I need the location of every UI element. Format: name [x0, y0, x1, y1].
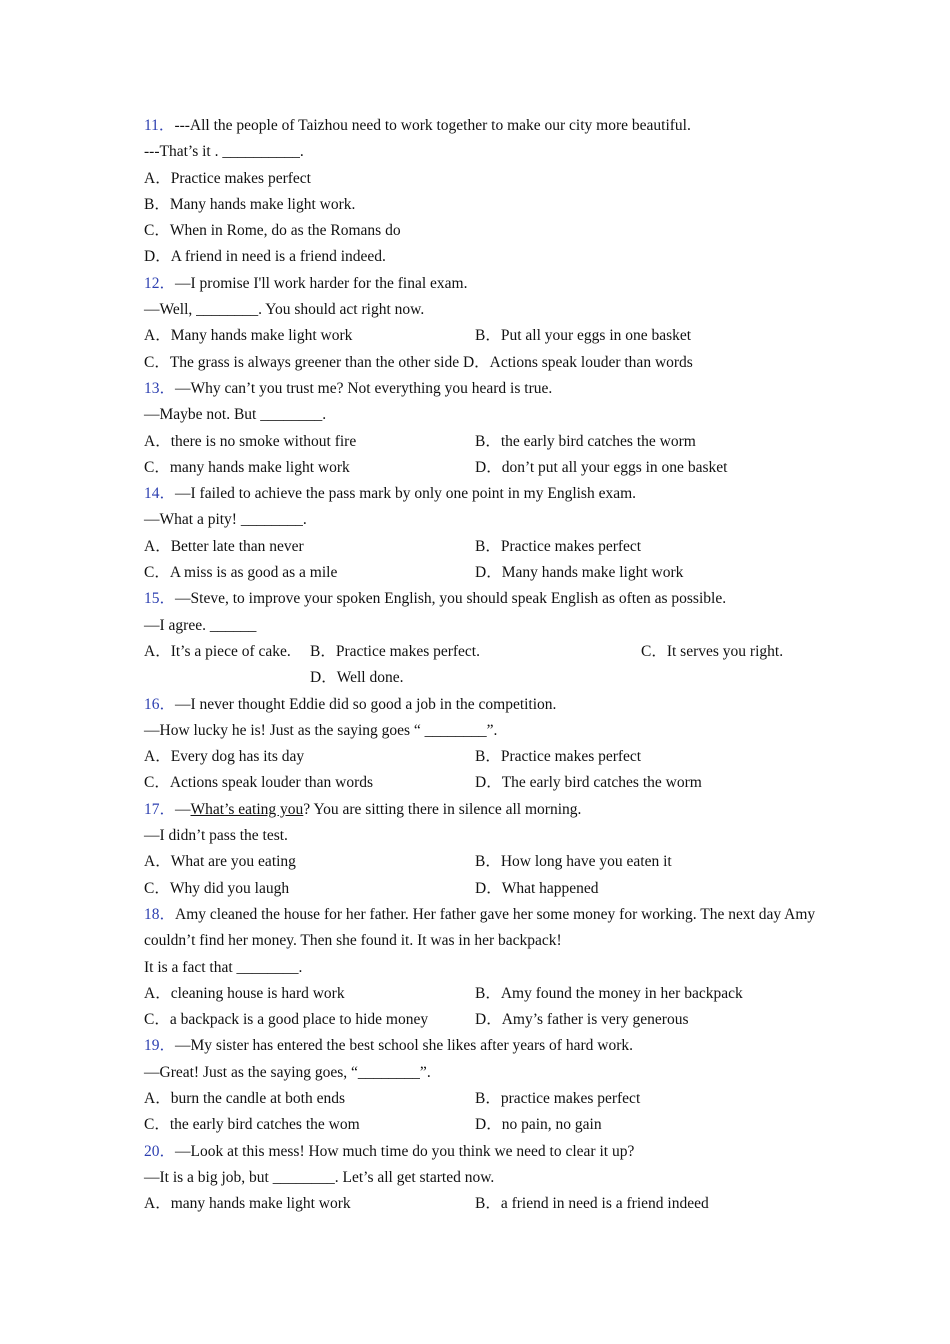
question-reply: —Maybe not. But ________.	[144, 406, 327, 424]
option-b[interactable]: B．Amy found the money in her backpack	[475, 984, 743, 1002]
question-reply: —Great! Just as the saying goes, “________”.	[144, 1063, 431, 1081]
option-a[interactable]: A．many hands make light work	[144, 1195, 351, 1213]
option-d[interactable]: D．A friend in need is a friend indeed.	[144, 248, 386, 266]
option-a[interactable]: A．Many hands make light work	[144, 327, 353, 345]
question-stem: —My sister has entered the best school she likes after years of hard work.	[175, 1037, 633, 1055]
option-a[interactable]: A．cleaning house is hard work	[144, 984, 345, 1002]
option-a[interactable]: A．It’s a piece of cake.	[144, 642, 291, 660]
option-d[interactable]: D．no pain, no gain	[475, 1116, 602, 1134]
question-stem: —I never thought Eddie did so good a job in the competition.	[175, 695, 557, 713]
option-a[interactable]: A．Better late than never	[144, 537, 304, 555]
option-b[interactable]: B．Put all your eggs in one basket	[475, 327, 692, 345]
option-c[interactable]: C．The grass is always greener than the other side	[144, 353, 460, 371]
question-stem: —Steve, to improve your spoken English, you should speak English as often as possible.	[175, 590, 727, 608]
option-a[interactable]: A．burn the candle at both ends	[144, 1089, 346, 1107]
question-reply: —I agree. ______	[144, 616, 257, 634]
question-number: 11．	[144, 117, 175, 134]
question-number: 20．	[144, 1142, 176, 1160]
question-reply: It is a fact that ________.	[144, 958, 303, 976]
question-16	[144, 692, 824, 797]
question-stem: —Look at this mess! How much time do you think we need to clear it up?	[175, 1142, 635, 1160]
question-11	[144, 113, 824, 271]
option-b[interactable]: B．How long have you eaten it	[475, 853, 672, 871]
option-c[interactable]: C．a backpack is a good place to hide money	[144, 1011, 429, 1029]
question-stem: —Why can’t you trust me? Not everything you heard is true.	[175, 379, 553, 397]
question-18	[144, 902, 824, 1033]
option-b[interactable]: B．a friend in need is a friend indeed	[475, 1195, 709, 1213]
question-12	[144, 271, 824, 376]
question-stem-suffix: ? You are sitting there in silence all morning.	[303, 800, 582, 818]
option-d[interactable]: D．don’t put all your eggs in one basket	[475, 458, 728, 476]
question-stem-prefix: —	[175, 800, 191, 818]
question-number: 13．	[144, 379, 176, 397]
option-c[interactable]: C．A miss is as good as a mile	[144, 564, 338, 582]
question-reply: —How lucky he is! Just as the saying goes “ ________”.	[144, 721, 498, 739]
question-reply: ---That’s it . __________.	[144, 143, 304, 161]
underlined-phrase: What’s eating you	[190, 800, 304, 818]
option-d[interactable]: D．Actions speak louder than words	[462, 353, 693, 371]
option-b[interactable]: B．the early bird catches the worm	[475, 432, 696, 450]
option-c[interactable]: C．It serves you right.	[641, 642, 784, 660]
option-c[interactable]: C．When in Rome, do as the Romans do	[144, 222, 401, 240]
question-reply: —Well, ________. You should act right now.	[144, 301, 425, 319]
option-d[interactable]: D．The early bird catches the worm	[475, 774, 702, 792]
option-d[interactable]: D．Many hands make light work	[475, 564, 684, 582]
question-20	[144, 1139, 824, 1218]
question-number: 12．	[144, 274, 176, 292]
option-b[interactable]: B．Many hands make light work.	[144, 195, 356, 213]
option-d[interactable]: D．Well done.	[310, 669, 404, 687]
question-stem: —I failed to achieve the pass mark by only one point in my English exam.	[175, 485, 637, 503]
option-b[interactable]: B．Practice makes perfect	[475, 537, 642, 555]
option-c[interactable]: C．the early bird catches the wom	[144, 1116, 360, 1134]
worksheet	[144, 113, 824, 1217]
question-number: 14．	[144, 485, 176, 503]
question-19	[144, 1033, 824, 1138]
question-stem: ---All the people of Taizhou need to work together to make our city more beautiful.	[174, 117, 691, 134]
option-b[interactable]: B．Practice makes perfect.	[310, 642, 480, 660]
option-c[interactable]: C．Actions speak louder than words	[144, 774, 374, 792]
question-reply: —It is a big job, but ________. Let’s all get started now.	[144, 1168, 495, 1186]
question-17	[144, 797, 824, 902]
option-b[interactable]: B．practice makes perfect	[475, 1089, 641, 1107]
question-number: 19．	[144, 1037, 176, 1055]
question-stem: Amy cleaned the house for her father. Her father gave her some money for working. The next day Amy couldn’t find her money. Then she found it. It was in her backpack!	[144, 905, 816, 950]
option-c[interactable]: C．Why did you laugh	[144, 879, 290, 897]
option-a[interactable]: A．there is no smoke without fire	[144, 432, 357, 450]
question-reply: —I didn’t pass the test.	[144, 827, 288, 845]
question-reply: —What a pity! ________.	[144, 511, 307, 529]
option-b[interactable]: B．Practice makes perfect	[475, 748, 642, 766]
option-a[interactable]: A．Every dog has its day	[144, 748, 305, 766]
question-15	[144, 586, 824, 691]
option-a[interactable]: A．Practice makes perfect	[144, 169, 311, 187]
option-a[interactable]: A．What are you eating	[144, 853, 296, 871]
question-number: 15．	[144, 590, 176, 608]
question-14	[144, 481, 824, 586]
option-d[interactable]: D．What happened	[475, 879, 599, 897]
question-number: 18．	[144, 905, 176, 923]
option-d[interactable]: D．Amy’s father is very generous	[475, 1011, 689, 1029]
question-stem: —I promise I'll work harder for the final exam.	[175, 274, 468, 292]
question-number: 17．	[144, 800, 176, 818]
option-c[interactable]: C．many hands make light work	[144, 458, 350, 476]
question-number: 16．	[144, 695, 176, 713]
question-13	[144, 376, 824, 481]
